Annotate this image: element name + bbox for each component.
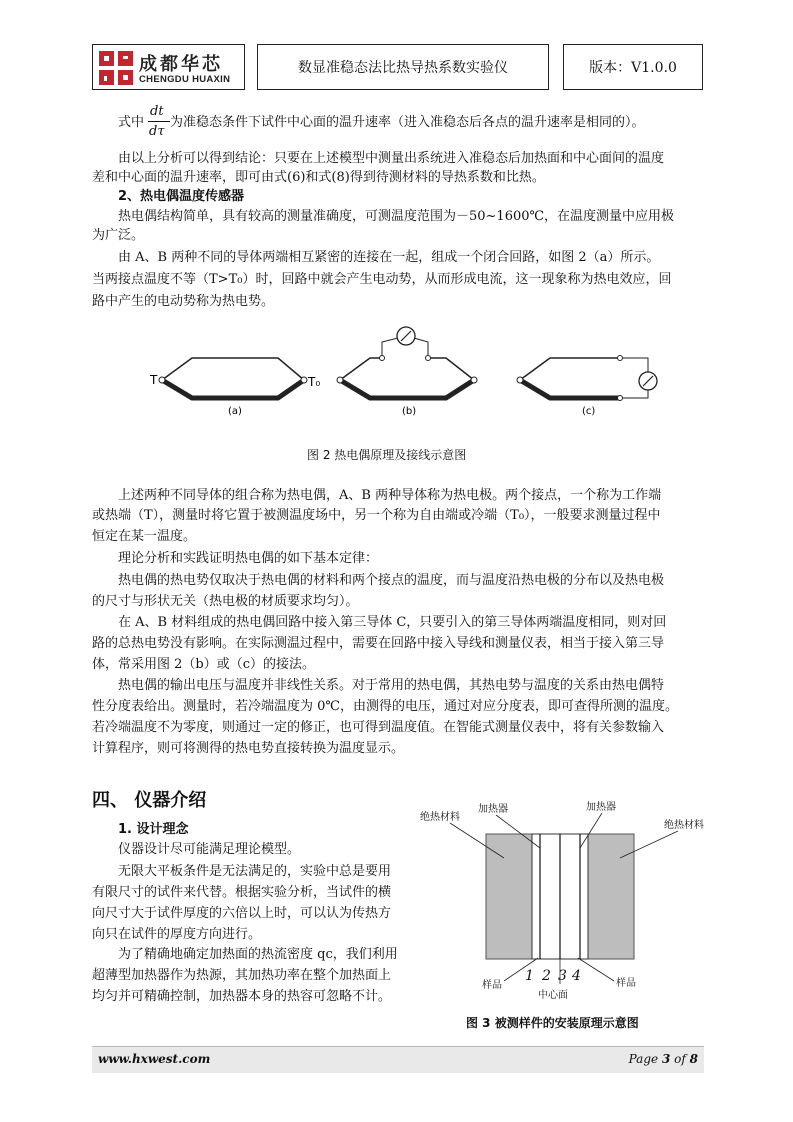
para-circuit-2: 当两接点温度不等（T>T₀）时，回路中就会产生电动势，从而形成电流，这一现象称为热电效应，回 xyxy=(92,272,672,287)
formula-line xyxy=(118,115,704,131)
para-electrodes-2: 或热端（T），测量时将它置于被测温度场中，另一个称为自由端或冷端（T₀），一般要求测量过程中 xyxy=(92,508,661,523)
label-insulation-left: 绝热材料 xyxy=(420,812,460,823)
design-para-2-2: 有限尺寸的试件来代替。根据实验分析，当试件的横 xyxy=(92,885,392,900)
sub-c: (c) xyxy=(582,406,596,417)
company-logo-icon xyxy=(99,51,133,85)
subsection-design-concept: 1. 设计理念 xyxy=(118,822,189,837)
insulation-block-left xyxy=(486,834,532,959)
formula-numerator: dt xyxy=(150,104,164,119)
label-T: T xyxy=(150,373,158,387)
label-center-plane: 中心面 xyxy=(538,990,568,1001)
page-total: 8 xyxy=(689,1052,698,1066)
para-laws-intro: 理论分析和实践证明热电偶的如下基本定律： xyxy=(118,551,379,566)
diagram-a xyxy=(149,358,320,417)
para-law2-3: 体，常采用图 2（b）或（c）的接法。 xyxy=(92,657,316,672)
design-para-3-2: 超薄型加热器作为热源，其加热功率在整个加热面上 xyxy=(92,968,392,983)
logo-box xyxy=(92,44,245,90)
design-para-1: 仪器设计尽可能满足理论模型。 xyxy=(118,842,301,857)
label-n4: 4 xyxy=(572,968,581,984)
design-para-3-3: 均匀并可精确控制，加热器本身的热容可忽略不计。 xyxy=(92,989,392,1004)
label-n3: 3 xyxy=(558,968,567,984)
fraction-bar xyxy=(148,121,170,122)
para-law1-2: 的尺寸与形状无关（热电极的材质要求均匀）。 xyxy=(92,594,359,609)
figure-3-caption: 图 3 被测样件的安装原理示意图 xyxy=(466,1016,639,1030)
sub-b: (b) xyxy=(402,406,417,417)
formula-denominator: dτ xyxy=(149,124,165,139)
formula-suffix: 为准稳态条件下试件中心面的温升速率（进入准稳态后各点的温升速率是相同的）。 xyxy=(170,115,645,130)
page-word: Page xyxy=(628,1052,659,1066)
para-thermocouple-2: 为广泛。 xyxy=(92,228,145,243)
para-electrodes-1: 上述两种不同导体的组合称为热电偶，A、B 两种导体称为热电极。两个接点，一个称为工作端 xyxy=(118,488,662,503)
para-output-3: 若冷端温度不为零度，则通过一定的修正，也可得到温度值。在智能式测量仪表中，将有关参数输入 xyxy=(92,720,665,735)
page-footer xyxy=(92,1046,704,1073)
section-4-title: 四、 仪器介绍 xyxy=(92,790,207,811)
figure-3-sample-installation-diagram xyxy=(420,798,720,1008)
label-heater-left: 加热器 xyxy=(478,804,508,815)
version-label: 版本：V1.0.0 xyxy=(563,44,703,90)
design-para-3-1: 为了精确地确定加热面的热流密度 qc，我们利用 xyxy=(118,947,398,962)
para-conclusion-1: 由以上分析可以得到结论：只要在上述模型中测量出系统进入准稳态后加热面和中心面间的温度 xyxy=(118,151,665,166)
label-T0: T₀ xyxy=(308,375,321,389)
formula-prefix: 式中 xyxy=(118,115,145,130)
label-sample-right: 样品 xyxy=(616,978,636,989)
figure-2-caption: 图 2 热电偶原理及接线示意图 xyxy=(307,448,467,462)
design-para-2-3: 向尺寸大于试件厚度的六倍以上时，可以认为传热方 xyxy=(92,906,392,921)
diagram-c xyxy=(517,356,657,418)
figure-2-thermocouple-diagram xyxy=(140,320,660,420)
label-insulation-right: 绝热材料 xyxy=(664,820,704,831)
design-para-2-4: 向只在试件的厚度方向进行。 xyxy=(92,927,262,942)
page-current: 3 xyxy=(661,1052,671,1066)
sample-right xyxy=(560,834,588,959)
sample-left xyxy=(532,834,560,959)
label-heater-right: 加热器 xyxy=(586,802,616,813)
para-output-2: 性分度表给出。测量时，若冷端温度为 0℃，由测得的电压，通过对应分度表，即可查得所测的温度。 xyxy=(92,699,678,714)
heading-thermocouple: 2、热电偶温度传感器 xyxy=(118,189,245,204)
footer-page-number xyxy=(629,1052,698,1066)
logo-cn-text: 成都华芯 xyxy=(139,54,223,75)
of-word: of xyxy=(674,1052,686,1066)
label-n2: 2 xyxy=(542,968,551,984)
para-electrodes-3: 恒定在某一温度。 xyxy=(92,529,197,544)
label-sample-left: 样品 xyxy=(482,980,502,991)
para-output-4: 计算程序，则可将测得的热电势直接转换为温度显示。 xyxy=(92,741,405,756)
document-title: 数显准稳态法比热导热系数实验仪 xyxy=(257,44,549,90)
para-circuit-3: 路中产生的电动势称为热电势。 xyxy=(92,294,275,309)
para-circuit-1: 由 A、B 两种不同的导体两端相互紧密的连接在一起，组成一个闭合回路，如图 2（a）所示。 xyxy=(118,250,660,265)
diagram-b xyxy=(337,327,477,417)
label-n1: 1 xyxy=(525,968,534,984)
sub-a: (a) xyxy=(228,406,242,417)
para-law1-1: 热电偶的热电势仅取决于热电偶的材料和两个接点的温度，而与温度沿热电极的分布以及热电极 xyxy=(118,573,665,588)
logo-en-text: CHENGDU HUAXIN xyxy=(139,74,231,85)
para-law2-2: 路的总热电势没有影响。在实际测温过程中，需要在回路中接入导线和测量仪表，相当于接入第三导 xyxy=(92,636,665,651)
para-law2-1: 在 A、B 材料组成的热电偶回路中接入第三导体 C，只要引入的第三导体两端温度相同，则对回 xyxy=(118,615,667,630)
design-para-2-1: 无限大平板条件是无法满足的，实验中总是要用 xyxy=(118,864,392,879)
para-conclusion-2: 差和中心面的温升速率，即可由式(6)和式(8)得到待测材料的导热系数和比热。 xyxy=(92,170,545,185)
insulation-block-right xyxy=(588,834,634,959)
para-output-1: 热电偶的输出电压与温度并非线性关系。对于常用的热电偶，其热电势与温度的关系由热电偶特 xyxy=(118,678,665,693)
footer-url: www.hxwest.com xyxy=(98,1052,211,1066)
para-thermocouple-1: 热电偶结构简单，具有较高的测量准确度，可测温度范围为－50~1600℃，在温度测量中应用极 xyxy=(118,209,675,224)
